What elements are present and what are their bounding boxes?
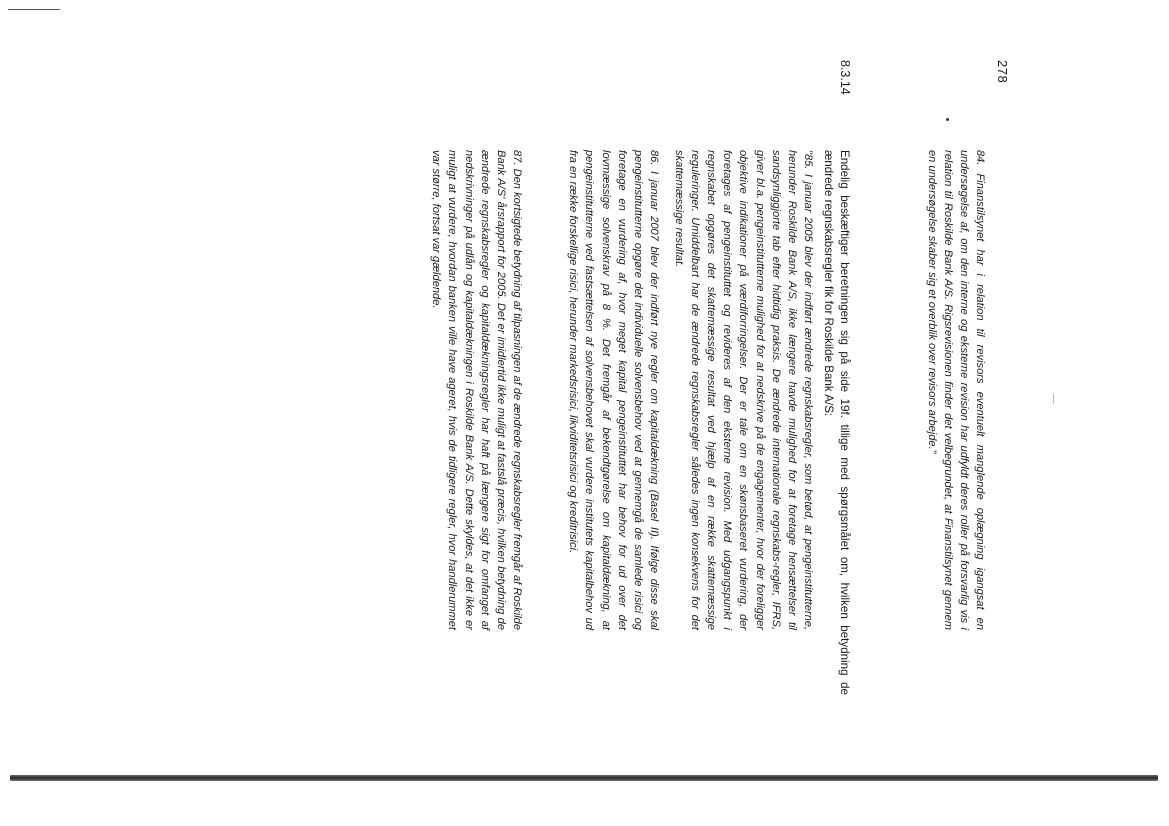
quoted-paragraph-84: 84. Finanstilsynet har i relation til revisors eventuelt manglende oplægning igangsat en undersøgelse af, om den interne og eksterne revision har udfyldt deres roller på forsvarlig vis i relation til Roskilde Bank A/S. Rigsrevisionen finder det velbegrundet, at Finanstilsynet gennem en undersøgelse skaber sig et overblik over revisors arbejde." — [925, 150, 986, 630]
scan-speck — [1053, 394, 1054, 404]
scan-binding-bar — [10, 775, 1158, 781]
section-intro-text: Endelig beskæftiger beretningen sig på side 19f. tillige med spørgsmålet om, hvilken betydning de ændrede regnskabsregler fik for Roskilde Bank A/S: — [821, 150, 851, 695]
rotated-document-page — [142, 60, 1012, 720]
quoted-paragraph-87: 87. Den kortsigtede betydning af tilpasningen af de ændrede regnskabsregler fremgår af Roskilde Bank A/S' årsrapport for 2005. Det er imidlertid ikke muligt at fastslå præcis, hvilken betydning de ændrede regnskabsregler og kapitaldækningsregler har haft på længere sigt for omfanget af nedskrivninger på udlån og kapitaldækningen i Roskilde Bank A/S. Dette skyldes, at det ikke er muligt at vurdere, hvordan banken ville have ageret, hvis de tidligere regler, hvor handlerummet var større, fortsat var gældende. — [430, 150, 523, 630]
quoted-paragraph-86: 86. I januar 2007 blev der indført nye regler om kapitaldækning (Basel II). Ifølge disse skal pengeinstitutterne opgøre det individuelle solvensbehov ved at gennemgå de samlede risici og foretage en vurdering af, hvor meget kapital pengeinstituttet har behov for ud over det lovmæssige solvenskrav på 8 %. Det fremgår af bekendtgørelse om kapitaldækning, at pengeinstitutterne ved fastsættelsen af solvensbehovet skal vurdere institutets kapitalbehov ud fra en række forskellige risici, herunder markedsrisici, likviditetsrisici og kreditrisici. — [567, 150, 660, 630]
quoted-paragraph-85: "85. I januar 2005 blev der indført ændrede regnskabsregler, som betød, at pengeinstitutterne, herunder Roskilde Bank A/S, ikke længere havde mulighed for at foretage hensættelser til sandsynliggjorte tab efter hidtidig praksis. De ændrede internationale regnskabs-regler, IFRS, giver bl.a. pengeinstitutterne mulighed for at nedskrive på de engagementer, hvor der foreligger objektive indikationer på værdiforringelser. Der er tale om en skønsbaseret vurdering, der foretages af pengeinstituttet og revideres af den eksterne revision. Med udgangspunkt i regnskabet opgøres det skattemæssige resultat ved hjælp af en række skattemæssige reguleringer. Umiddelbart har de ændrede regnskabsregler således ingen konsekvens for det skattemæssige resultat. — [672, 150, 814, 630]
scan-edge-mark — [8, 9, 60, 10]
page-number: 278 — [995, 60, 1010, 84]
section-number: 8.3.14 — [838, 60, 852, 95]
